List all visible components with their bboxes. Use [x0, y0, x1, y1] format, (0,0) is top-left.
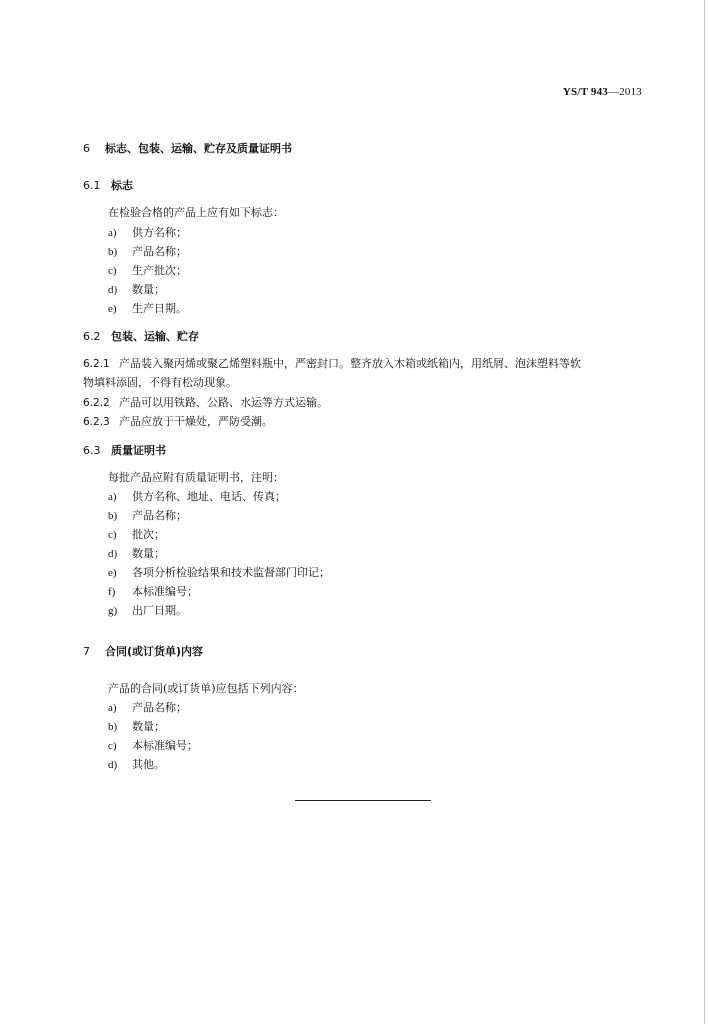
list-marker: e) [108, 567, 117, 579]
list-item [108, 604, 187, 618]
list-item [108, 739, 198, 753]
list-item-text: 批次； [132, 528, 165, 541]
clause-number: 6.2.1 [83, 358, 110, 370]
clause-text: 产品可以用铁路、公路、水运等方式运输。 [119, 396, 328, 409]
standard-code-number: YS/T 943 [562, 86, 608, 98]
list-marker: a) [108, 491, 117, 503]
list-item-text: 供方名称； [132, 226, 187, 239]
section-number: 7 [83, 645, 90, 658]
subsection-6-3-heading [83, 442, 166, 458]
list-item [108, 566, 330, 580]
clause-6-2-1-continuation: 物填料添固，不得有松动现象。 [83, 376, 237, 389]
subsection-number: 6.2 [83, 330, 101, 343]
list-item [108, 585, 198, 599]
clause-6-2-3 [83, 415, 273, 429]
clause-number: 6.2.3 [83, 416, 110, 428]
list-item [108, 283, 165, 297]
paragraph-intro: 在检验合格的产品上应有如下标志： [108, 206, 284, 219]
list-item [108, 528, 165, 542]
standard-code-year: —2013 [608, 86, 642, 98]
list-item-text: 本标准编号； [132, 739, 198, 752]
subsection-number: 6.3 [83, 444, 101, 457]
list-item-text: 其他。 [132, 758, 165, 771]
subsection-title: 标志 [111, 179, 133, 192]
list-item [108, 509, 187, 523]
list-marker: b) [108, 510, 118, 522]
list-item [108, 758, 165, 772]
subsection-number: 6.1 [83, 179, 101, 192]
standard-code [563, 86, 642, 98]
list-item-text: 生产批次； [132, 264, 187, 277]
subsection-title: 包装、运输、贮存 [111, 330, 199, 343]
section-6-heading [83, 140, 292, 156]
list-marker: d) [108, 284, 118, 296]
clause-text: 产品装入聚丙烯或聚乙烯塑料瓶中，严密封口。整齐放入木箱或纸箱内，用纸屑、泡沫塑料等软 [119, 357, 581, 370]
subsection-title: 质量证明书 [111, 444, 166, 457]
list-item [108, 547, 165, 561]
list-item-text: 本标准编号； [132, 585, 198, 598]
subsection-6-1-heading [83, 177, 133, 193]
clause-number: 6.2.2 [83, 397, 110, 409]
page-edge-line [704, 0, 705, 1024]
paragraph-intro: 每批产品应附有质量证明书，注明： [108, 471, 284, 484]
list-item [108, 720, 165, 734]
section-number: 6 [83, 142, 90, 155]
list-item [108, 701, 187, 715]
list-marker: g) [108, 605, 118, 617]
clause-6-2-2 [83, 396, 328, 410]
list-item [108, 490, 286, 504]
list-item-text: 生产日期。 [132, 302, 187, 315]
section-title: 合同(或订货单)内容 [105, 645, 204, 658]
list-item-text: 数量； [132, 547, 165, 560]
list-item [108, 264, 187, 278]
section-7-heading [83, 643, 203, 659]
list-item-text: 产品名称； [132, 245, 187, 258]
list-item-text: 各项分析检验结果和技术监督部门印记； [132, 566, 330, 579]
list-item-text: 数量； [132, 283, 165, 296]
list-marker: c) [108, 265, 117, 277]
list-item-text: 供方名称、地址、电话、传真； [132, 490, 286, 503]
list-item-text: 产品名称； [132, 701, 187, 714]
paragraph-intro: 产品的合同(或订货单)应包括下列内容： [108, 682, 304, 695]
clause-6-2-1 [83, 357, 581, 371]
list-item [108, 302, 187, 316]
list-item-text: 数量； [132, 720, 165, 733]
list-marker: b) [108, 246, 118, 258]
subsection-6-2-heading [83, 328, 199, 344]
end-of-document-rule [295, 800, 431, 801]
list-item [108, 245, 187, 259]
clause-text: 产品应放于干燥处，严防受潮。 [119, 415, 273, 428]
list-marker: b) [108, 721, 118, 733]
list-marker: c) [108, 529, 117, 541]
list-item [108, 226, 187, 240]
list-item-text: 产品名称； [132, 509, 187, 522]
list-item-text: 出厂日期。 [132, 604, 187, 617]
list-marker: c) [108, 740, 117, 752]
section-title: 标志、包装、运输、贮存及质量证明书 [105, 142, 292, 155]
list-marker: a) [108, 227, 117, 239]
list-marker: a) [108, 702, 117, 714]
list-marker: f) [108, 586, 116, 598]
list-marker: d) [108, 759, 118, 771]
list-marker: e) [108, 303, 117, 315]
list-marker: d) [108, 548, 118, 560]
